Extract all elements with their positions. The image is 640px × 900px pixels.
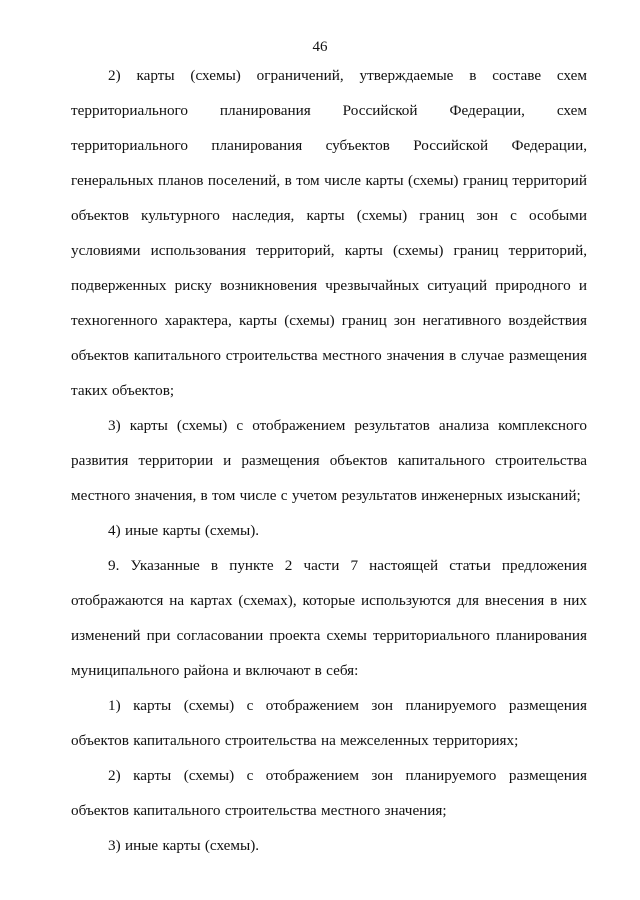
document-body: [71, 58, 587, 863]
page-number: 46: [312, 39, 328, 55]
paragraph-section-9-item-3: 3) иные карты (схемы).: [108, 837, 260, 854]
paragraph-item-3-analysis-maps: 3) карты (схемы) с отображением результатов анализа комплексного развития территории и размещения объектов капитального строительства местного значения, в том числе с учетом результатов инженерных изысканий;: [71, 417, 587, 504]
paragraph-item-4-other-maps: 4) иные карты (схемы).: [108, 522, 260, 539]
paragraph-item-2-restriction-maps: 2) карты (схемы) ограничений, утверждаемые в составе схем территориального планирования Российской Федерации, схем территориального планирования субъектов Российской Федерации, генеральных планов поселений, в том числе карты (схемы) границ территорий объектов культурного наследия, карты (схемы) границ зон с особыми условиями использования территорий, карты (схемы) границ территорий, подверженных риску возникновения чрезвычайных ситуаций природного и техногенного характера, карты (схемы) границ зон негативного воздействия объектов капитального строительства местного значения в случае размещения таких объектов;: [71, 67, 587, 399]
paragraph-section-9-item-2: 2) карты (схемы) с отображением зон планируемого размещения объектов капитального строительства местного значения;: [71, 767, 587, 819]
paragraph-section-9: 9. Указанные в пункте 2 части 7 настоящей статьи предложения отображаются на картах (схемах), которые используются для внесения в них изменений при согласовании проекта схемы территориального планирования муниципального района и включают в себя:: [71, 557, 587, 679]
paragraph-section-9-item-1: 1) карты (схемы) с отображением зон планируемого размещения объектов капитального строительства на межселенных территориях;: [71, 697, 587, 749]
